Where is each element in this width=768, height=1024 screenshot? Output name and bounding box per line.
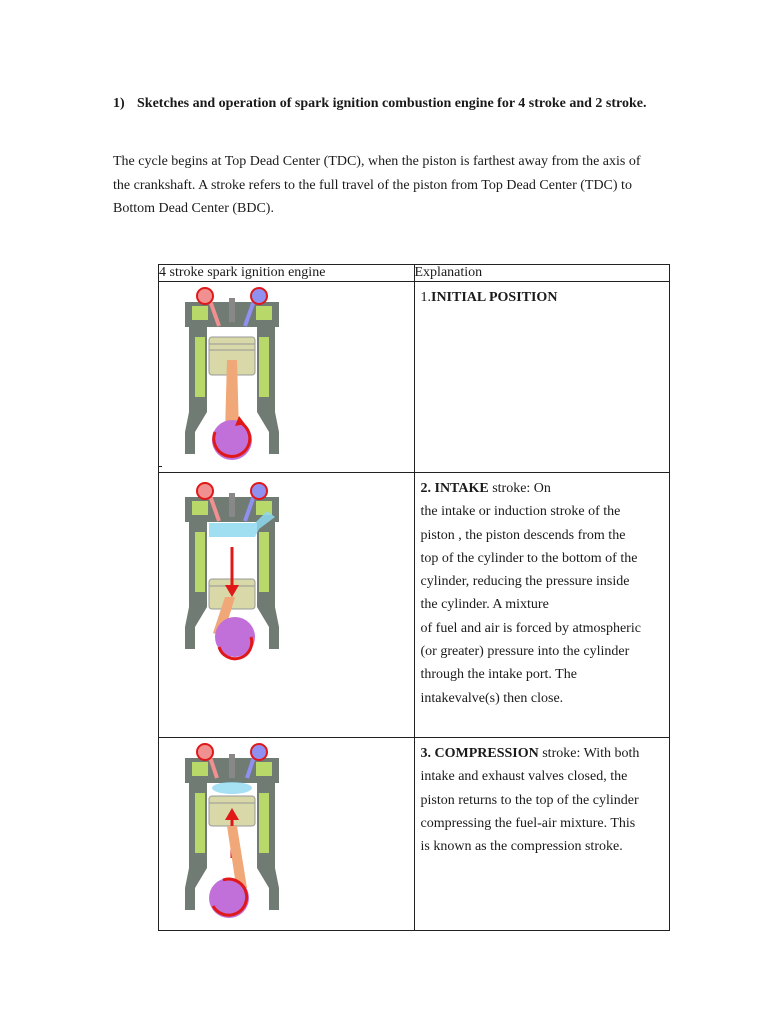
table-row: [159, 738, 670, 931]
intro-paragraph: The cycle begins at Top Dead Center (TDC), when the piston is farthest away from the axis of the crankshaft. A stroke refers to the full travel of the piston from Top Dead Center (TDC) to Bottom Dead Center (BDC).: [113, 154, 641, 216]
engine-initial-position-image: [167, 282, 297, 467]
heading-text: Sketches and operation of spark ignition combustion engine for 4 stroke and 2 stroke.: [137, 96, 647, 111]
step-prefix: 3.: [420, 746, 435, 761]
explanation-line: intakevalve(s) then close.: [420, 690, 564, 706]
explanation-line: is known as the compression stroke.: [420, 839, 623, 855]
explanation-line: top of the cylinder to the bottom of the: [420, 550, 638, 566]
table-header-row: [159, 265, 670, 282]
heading-number: 1): [113, 96, 125, 111]
explanation-line: the cylinder. A mixture: [420, 597, 549, 613]
table-row: [159, 282, 670, 473]
step-prefix: 2.: [420, 481, 435, 496]
step-title: INTAKE: [434, 481, 489, 496]
table-row: [159, 473, 670, 738]
explanation-line: through the intake port. The: [420, 667, 577, 683]
engine-image-cell: [159, 738, 415, 931]
engine-table: [158, 264, 670, 931]
explanation-line: stroke: On: [488, 481, 551, 496]
explanation-cell: [414, 473, 670, 738]
step-prefix: 1.: [420, 290, 431, 305]
step-title: COMPRESSION: [434, 746, 539, 761]
col2-header: Explanation: [414, 265, 670, 282]
engine-intake-stroke-image: [167, 477, 297, 662]
engine-image-cell: [159, 282, 415, 473]
explanation-cell: [414, 282, 670, 473]
engine-compression-stroke-image: [167, 738, 297, 923]
explanation-line: of fuel and air is forced by atmospheric: [420, 620, 641, 636]
explanation-line: (or greater) pressure into the cylinder: [420, 644, 630, 660]
explanation-line: compressing the fuel-air mixture. This: [420, 815, 636, 831]
explanation-line: the intake or induction stroke of the: [420, 504, 621, 520]
explanation-line: piston , the piston descends from the: [420, 527, 626, 543]
explanation-line: stroke: With both: [538, 746, 640, 761]
explanation-line: piston returns to the top of the cylinder: [420, 792, 639, 808]
engine-image-cell: [159, 473, 415, 738]
step-title: INITIAL POSITION: [431, 290, 558, 305]
explanation-cell: [414, 738, 670, 931]
explanation-line: intake and exhaust valves closed, the: [420, 769, 628, 785]
col1-header: 4 stroke spark ignition engine: [159, 265, 415, 282]
explanation-line: cylinder, reducing the pressure inside: [420, 574, 630, 590]
